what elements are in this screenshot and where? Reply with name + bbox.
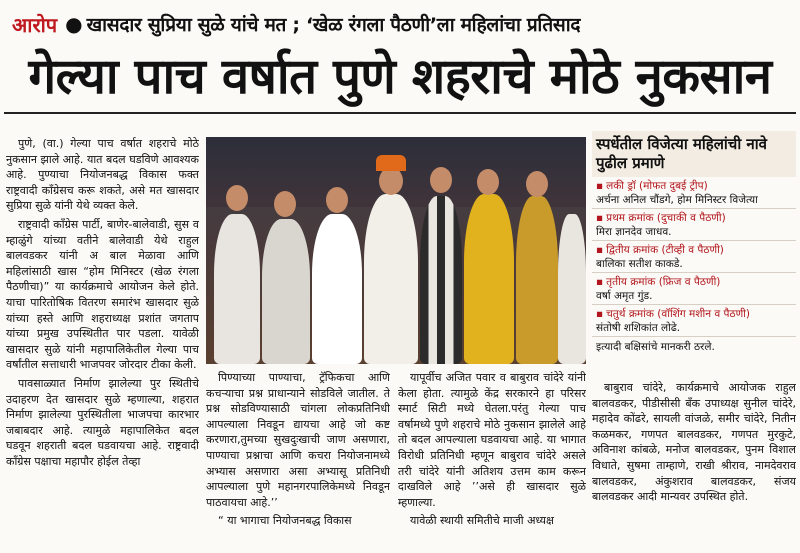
photo-person	[420, 196, 462, 364]
winner-entry	[592, 305, 796, 337]
winners-box	[592, 131, 796, 375]
headline-rule	[4, 112, 796, 114]
winner-name: मिरा ज्ञानदेव जाधव.	[596, 226, 672, 238]
article-paragraph: पिण्याच्या पाण्याचा, ट्रॅफिकचा आणि कचऱ्याचा प्रश्न प्राधान्याने सोडविले जातील. ते प्रश्न सोडविण्यासाठी चांगला लोकप्रतिनिधी आपल्याला निवडून द्यायचा आहे जो कष्ट करणारा,तुमच्या सुखदुःखाची जाण असणारा, पाण्याचा प्रश्नाचा आणि कचरा नियोजनामध्ये अभ्यास असणारा असा अभ्यासू प्रतिनिधी आपल्याला पुणे महानगरपालिकेमध्ये निवडून पाठवायचा आहे.’’	[206, 371, 390, 509]
photo-person	[464, 194, 514, 364]
event-photo	[206, 137, 586, 364]
kicker-line	[8, 6, 792, 42]
photo-person-head	[379, 167, 403, 195]
article-paragraph: राष्ट्रवादी काँग्रेस पार्टी, बाणेर-बालेवाडी, सुस व म्हाळुंगे यांच्या वतीने बालेवाडी येथे राहुल बालवडकर यांनी अ बाल मेळावा आणि महिलांसाठी खास “होम मिनिस्टर (खेळ रंगला पैठणीचा)” या कार्यक्रमाचे आयोजन केले होते. याचा पारितोषिक वितरण समारंभ खासदार सुळे यांच्या हस्ते आणि शहराध्यक्ष प्रशांत जगताप यांच्या प्रमुख उपस्थितीत पार पडला. यावेळी खासदार सुळे यांनी महापालिकेतील गेल्या पाच वर्षांतील सत्ताधारी भाजपवर जोरदार टीका केली.	[6, 217, 199, 372]
photo-person	[214, 214, 260, 364]
section-tag: आरोप	[8, 11, 65, 38]
photo-person	[312, 214, 362, 364]
winners-title: स्पर्धेतील विजेत्या महिलांची नावे पुढील प्रमाणे	[592, 131, 796, 177]
article-column-left	[6, 136, 199, 548]
headline: गेल्या पाच वर्षात पुणे शहराचे मोठे नुकसान	[28, 48, 772, 105]
winner-prize: ▪ प्रथम क्रमांक (दुचाकी व पैठणी)	[596, 211, 792, 225]
photo-person	[516, 196, 558, 364]
article-column-right	[592, 380, 796, 548]
winner-prize: ▪ चतुर्थ क्रमांक (वॉशिंग मशीन व पैठणी)	[596, 307, 792, 321]
article-column-middle-1	[206, 370, 390, 548]
winner-entry	[592, 241, 796, 273]
winner-name: अर्चना अनिल चौंडगे, होम मिनिस्टर विजेत्या	[596, 194, 758, 206]
article-paragraph: पुणे, (वा.) गेल्या पाच वर्षात शहराचे मोठे नुकसान झाले आहे. यात बदल घडविणे आवश्यक आहे. पुण्याचा नियोजनबद्ध विकास फक्त राष्ट्रवादी काँग्रेसच करू शकते, असे मत खासदार सुप्रिया सुळे यांनी येथे व्यक्त केले.	[6, 137, 199, 213]
winner-name: बालिका सतीश काकडे.	[596, 258, 683, 270]
winner-entry	[592, 273, 796, 305]
photo-person	[262, 219, 310, 364]
photo-person-head	[526, 171, 548, 197]
photo-person-head	[326, 187, 348, 213]
photo-person-head	[274, 191, 296, 217]
winner-entry	[592, 177, 796, 209]
winner-name: वर्षा अमृत गुंड.	[596, 290, 653, 302]
bullet-icon: ●	[65, 12, 83, 36]
article-column-middle-2	[398, 370, 586, 548]
photo-person	[364, 194, 418, 364]
article-paragraph: बाबुराव चांदेरे, कार्यक्रमाचे आयोजक राहुल बालवडकर, पीडीसीसी बँक उपाध्यक्ष सुनील चांदेरे, महादेव कोंढरे, सायली वांजळे, समीर चांदेरे, नितीन कळमकर, गणपत बालवडकर, गणपत मुरकुटे, अविनाश कांबळे, मनोज बालवडकर, पुनम विशाल विधाते, सुषमा ताम्हाणे, राखी श्रीराव, नामदेवराव बालवडकर, अंकुशराव बालवडकर, संजय बालवडकर आदी मान्यवर उपस्थित होते.	[592, 381, 796, 504]
photo-person-head	[430, 167, 452, 193]
photo-person-head	[226, 185, 248, 211]
article-paragraph: पावसाळ्यात निर्माण झालेल्या पुर स्थितीचे उदाहरण देत खासदार सुळे म्हणाल्या, शहरात निर्माण झालेल्या पुरस्थितीला भाजपचा कारभार जबाबदार आहे. त्यामुळे महापालिकेत बदल घडवून शहराती बदल घडवायचा आहे. राष्ट्रवादी काँग्रेस पक्षाचा महापौर होईल तेव्हा	[6, 376, 199, 468]
article-paragraph: यावेळी स्थायी समितीचे माजी अध्यक्ष	[410, 514, 554, 528]
photo-turban	[376, 155, 406, 171]
photo-person	[558, 214, 586, 364]
winners-footer: इत्यादी बक्षिसांचे मानकरी ठरले.	[596, 341, 715, 353]
winner-prize: ▪ तृतीय क्रमांक (फ्रिज व पैठणी)	[596, 275, 792, 289]
winner-prize: ▪ लकी ड्रॉ (मोफत दुबई ट्रीप)	[596, 179, 792, 193]
article-paragraph: यापूर्वीच अजित पवार व बाबुराव चांदेरे यांनी केला होता. त्यामुळे केंद्र सरकारने हा परिसर स्मार्ट सिटी मध्ये घेतला.परंतु गेल्या पाच वर्षामध्ये पुणे शहराचे मोठे नुकसान झालेले आहे तो बदल आपल्याला घडवायचा आहे. या भागात विरोधी प्रतिनिधी म्हणून बाबुराव चांदेरे असले तरी चांदेरे यांनी अतिशय उत्तम काम करून दाखविले आहे ’’असे ही खासदार सुळे म्हणाल्या.	[398, 371, 586, 509]
winner-prize: ▪ द्वितीय क्रमांक (टीव्ही व पैठणी)	[596, 243, 792, 257]
article-paragraph: “ या भागाचा नियोजनबद्ध विकास	[218, 514, 352, 528]
sub-headline: खासदार सुप्रिया सुळे यांचे मत ; ‘खेळ रंगला पैठणी’ला महिलांचा प्रतिसाद	[86, 14, 581, 36]
winner-name: संतोषी शशिकांत लोढे.	[596, 322, 681, 334]
photo-person-head	[477, 169, 499, 195]
winner-entry	[592, 209, 796, 241]
